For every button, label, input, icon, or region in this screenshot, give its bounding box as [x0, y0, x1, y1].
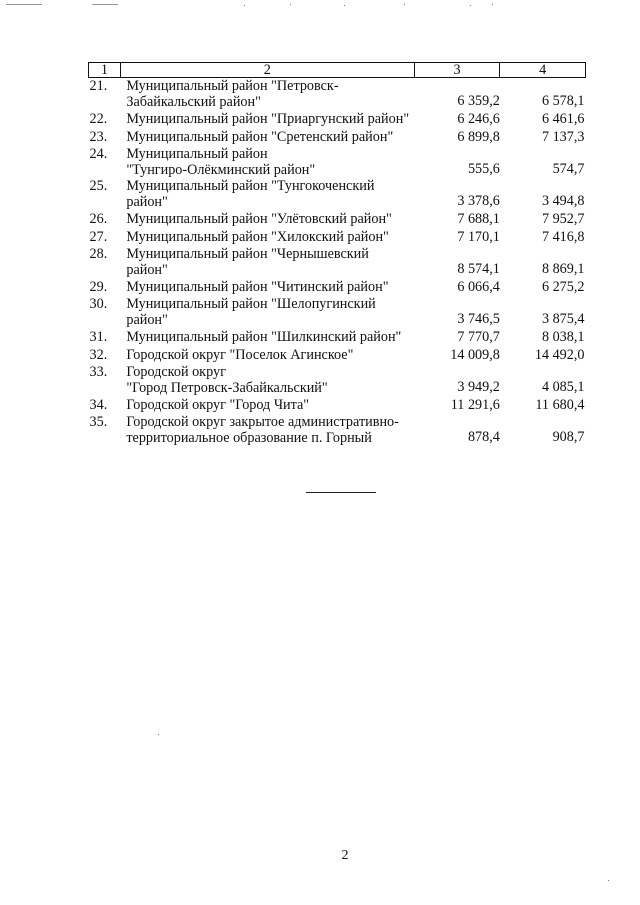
scan-artifact-mark [92, 4, 118, 5]
table-row [89, 364, 586, 396]
table-body [89, 78, 586, 447]
row-number: 32. [89, 347, 108, 363]
table-row [89, 210, 586, 228]
row-number: 29. [89, 279, 108, 295]
value-column-4: 6 578,1 [541, 93, 585, 109]
municipality-name-line: Городской округ "Поселок Агинское" [126, 347, 354, 363]
municipality-name-line: Муниципальный район "Улётовский район" [126, 211, 392, 227]
municipality-name-line: Городской округ [126, 364, 226, 380]
municipality-name [120, 78, 414, 111]
table-row [89, 228, 586, 246]
municipality-name-line: район" [126, 312, 168, 328]
table-row [89, 328, 586, 346]
municipality-name [120, 296, 414, 328]
scan-artifact-dot [244, 5, 245, 6]
table-row [89, 128, 586, 146]
value-column-4: 4 085,1 [541, 379, 585, 395]
row-number: 34. [89, 397, 108, 413]
scan-artifact-dot [492, 4, 493, 5]
value-column-4: 11 680,4 [535, 397, 585, 413]
municipality-name-line: Муниципальный район "Шелопугинский [126, 296, 376, 312]
value-column-3: 11 291,6 [450, 397, 500, 413]
municipality-name [120, 278, 414, 296]
page-number: 2 [341, 848, 349, 863]
row-number: 30. [89, 296, 108, 312]
row-number: 26. [89, 211, 108, 227]
municipality-name-line: район" [126, 194, 168, 210]
value-column-3: 6 899,8 [457, 129, 500, 145]
row-number: 23. [89, 129, 108, 145]
municipality-name [120, 346, 414, 364]
value-column-3: 8 574,1 [457, 261, 500, 277]
row-number: 21. [89, 78, 108, 94]
municipality-name-line: район" [126, 262, 168, 278]
municipality-name-line: Забайкальский район" [126, 94, 261, 110]
row-number: 31. [89, 329, 108, 345]
municipality-name-line: Муниципальный район "Чернышевский [126, 246, 369, 262]
municipality-name [120, 328, 414, 346]
table-row [89, 246, 586, 278]
column-header-4: 4 [500, 63, 586, 78]
table-row [89, 146, 586, 178]
value-column-3: 7 688,1 [457, 211, 500, 227]
municipality-name-line: Муниципальный район "Приаргунский район" [126, 111, 410, 127]
value-column-4: 14 492,0 [534, 347, 585, 363]
scan-artifact-dot [158, 734, 159, 735]
municipality-name-line: Муниципальный район "Тунгокоченский [126, 178, 375, 194]
municipality-name [120, 110, 414, 128]
municipality-name-line: "Город Петровск-Забайкальский" [126, 380, 328, 396]
municipality-name [120, 246, 414, 278]
value-column-4: 908,7 [552, 429, 585, 445]
value-column-3: 878,4 [467, 429, 500, 445]
table-row [89, 178, 586, 210]
value-column-3: 555,6 [467, 161, 500, 177]
scan-artifact-dot [290, 4, 291, 5]
municipality-name [120, 146, 414, 178]
municipality-name-line: Муниципальный район "Сретенский район" [126, 129, 394, 145]
table-row [89, 346, 586, 364]
column-header-3: 3 [414, 63, 500, 78]
municipality-name-line: Городской округ "Город Чита" [126, 397, 310, 413]
value-column-3: 6 066,4 [457, 279, 500, 295]
row-number: 33. [89, 364, 108, 380]
row-number: 35. [89, 414, 108, 430]
value-column-4: 6 275,2 [541, 279, 585, 295]
value-column-4: 6 461,6 [541, 111, 585, 127]
municipality-name [120, 414, 414, 446]
municipality-name [120, 128, 414, 146]
value-column-3: 3 949,2 [457, 379, 500, 395]
table-row [89, 296, 586, 328]
municipality-name-line: Муниципальный район "Читинский район" [126, 279, 389, 295]
value-column-4: 8 038,1 [541, 329, 585, 345]
budget-table [88, 62, 586, 446]
end-divider [306, 492, 376, 493]
row-number: 27. [89, 229, 108, 245]
table-row [89, 78, 586, 111]
value-column-4: 8 869,1 [541, 261, 585, 277]
table-row [89, 110, 586, 128]
municipality-name [120, 364, 414, 396]
value-column-3: 14 009,8 [450, 347, 500, 363]
municipality-name [120, 396, 414, 414]
value-column-3: 7 770,7 [457, 329, 500, 345]
municipality-name-line: Муниципальный район "Петровск- [126, 78, 339, 94]
row-number: 24. [89, 146, 108, 162]
table-row [89, 414, 586, 446]
municipality-name-line: Муниципальный район "Хилокский район" [126, 229, 389, 245]
value-column-4: 7 416,8 [541, 229, 585, 245]
value-column-4: 3 875,4 [541, 311, 585, 327]
table-row [89, 278, 586, 296]
row-number: 25. [89, 178, 108, 194]
value-column-4: 7 952,7 [541, 211, 585, 227]
row-number: 22. [89, 111, 108, 127]
municipality-name-line: Городской округ закрытое административно- [126, 414, 399, 430]
table-row [89, 396, 586, 414]
value-column-3: 3 746,5 [457, 311, 500, 327]
municipality-name-line: Муниципальный район "Шилкинский район" [126, 329, 402, 345]
table-header [89, 63, 586, 78]
municipality-name-line: Муниципальный район [126, 146, 268, 162]
value-column-3: 7 170,1 [457, 229, 500, 245]
value-column-4: 7 137,3 [541, 129, 585, 145]
scan-artifact-dot [608, 880, 609, 881]
value-column-3: 6 359,2 [457, 93, 500, 109]
column-header-1: 1 [89, 63, 121, 78]
value-column-4: 574,7 [552, 161, 585, 177]
scan-artifact-dot [470, 5, 471, 6]
row-number: 28. [89, 246, 108, 262]
scan-artifact-dot [404, 4, 405, 5]
municipality-name [120, 228, 414, 246]
scan-artifact-dot [344, 5, 345, 6]
municipality-name-line: "Тунгиро-Олёкминский район" [126, 162, 316, 178]
value-column-3: 6 246,6 [457, 111, 500, 127]
municipality-name-line: территориальное образование п. Горный [126, 430, 372, 446]
column-header-2: 2 [120, 63, 414, 78]
value-column-4: 3 494,8 [541, 193, 585, 209]
municipality-name [120, 178, 414, 210]
value-column-3: 3 378,6 [457, 193, 500, 209]
scan-artifact-mark [6, 4, 42, 5]
municipality-name [120, 210, 414, 228]
